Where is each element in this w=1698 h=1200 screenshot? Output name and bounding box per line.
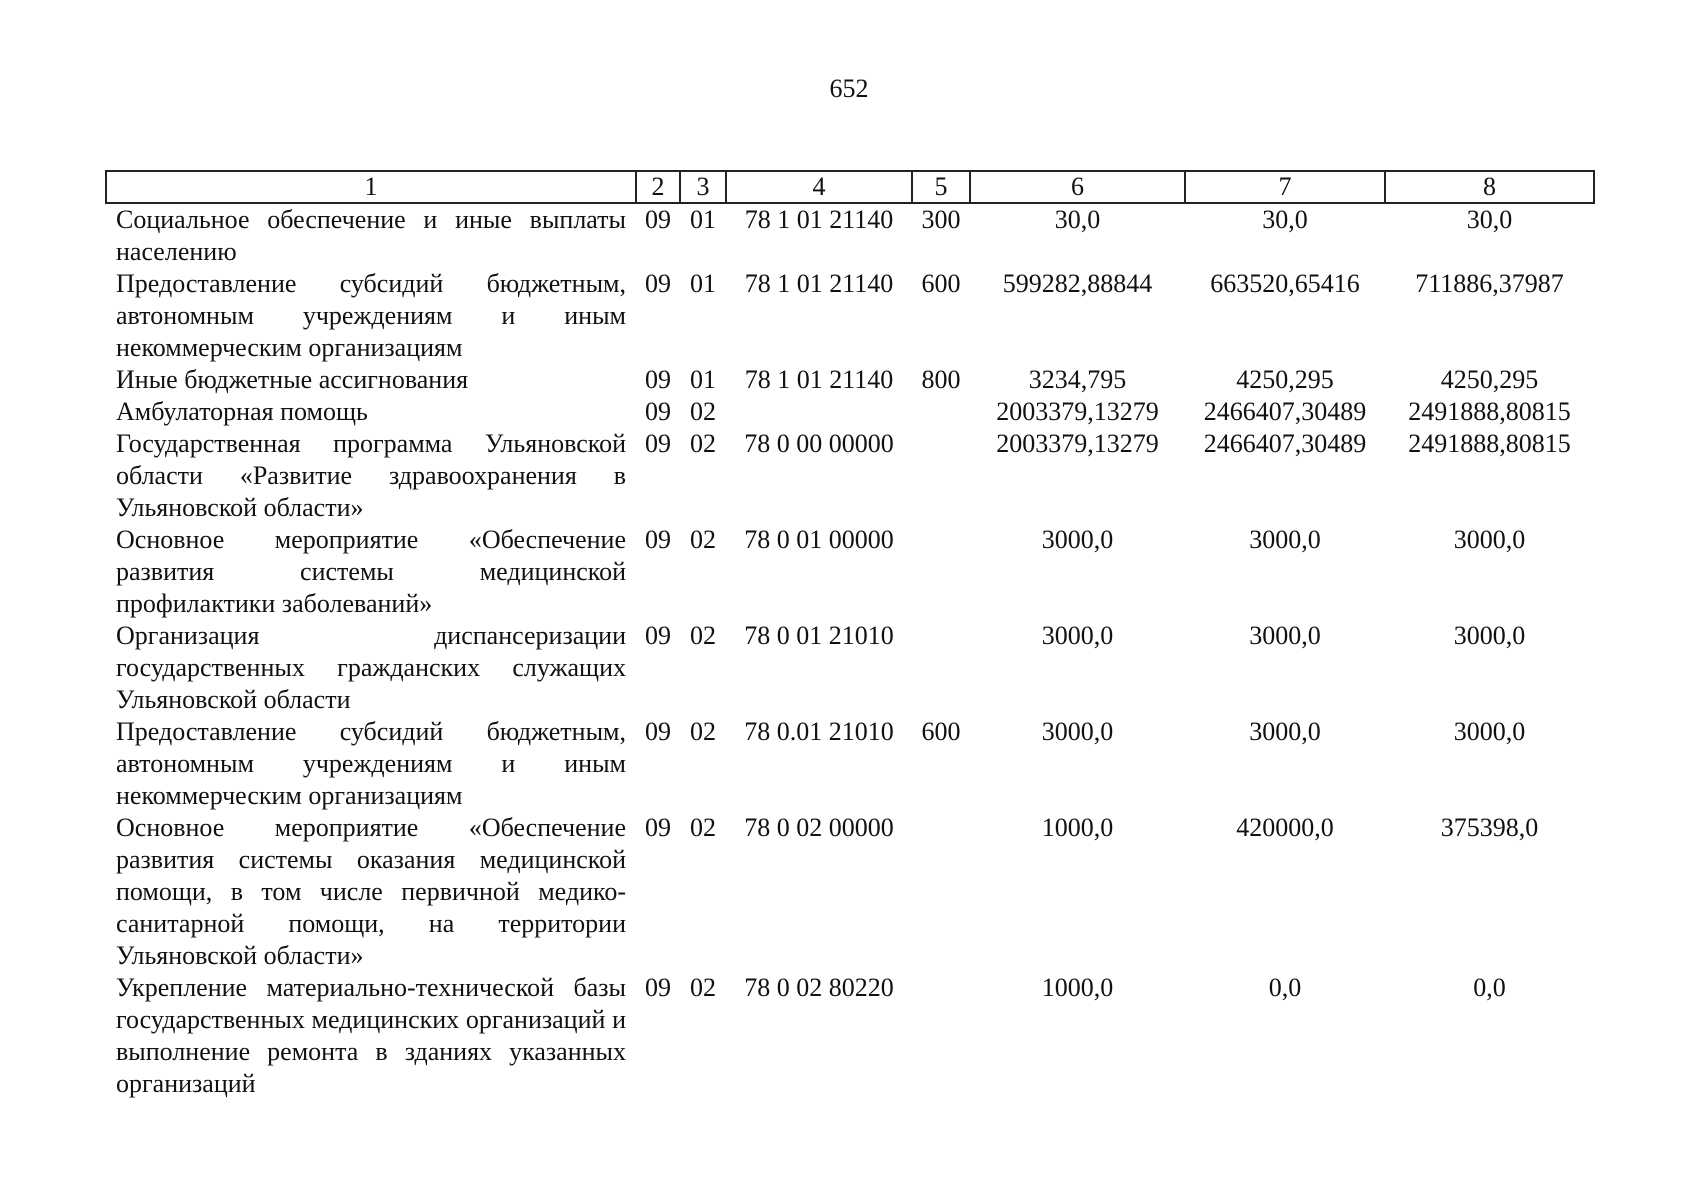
column-header-5: 5 bbox=[912, 171, 970, 203]
table-row bbox=[106, 972, 1594, 1100]
amount-col-6: 599282,88844 bbox=[1002, 269, 1153, 298]
table-row bbox=[106, 268, 1594, 364]
section-code: 09 bbox=[645, 717, 671, 746]
column-header-8: 8 bbox=[1385, 171, 1594, 203]
amount-col-8: 375398,0 bbox=[1440, 813, 1539, 842]
amount-col-7: 30,0 bbox=[1262, 205, 1308, 234]
section-code: 09 bbox=[645, 397, 671, 426]
amount-col-7: 2466407,30489 bbox=[1203, 397, 1367, 426]
column-number-header-row bbox=[106, 171, 1594, 203]
subsection-code: 02 bbox=[690, 813, 716, 842]
section-code: 09 bbox=[645, 429, 671, 458]
column-header-2: 2 bbox=[636, 171, 680, 203]
amount-col-6: 1000,0 bbox=[1041, 813, 1114, 842]
amount-col-8: 30,0 bbox=[1466, 205, 1513, 234]
target-article-code: 78 1 01 21140 bbox=[744, 269, 894, 298]
amount-col-7: 663520,65416 bbox=[1210, 269, 1360, 298]
amount-col-7: 3000,0 bbox=[1249, 525, 1321, 554]
target-article-code: 78 0 00 00000 bbox=[744, 429, 894, 458]
subsection-code: 01 bbox=[690, 205, 716, 234]
amount-col-7: 420000,0 bbox=[1236, 813, 1334, 842]
table-row bbox=[106, 364, 1594, 396]
subsection-code: 02 bbox=[690, 621, 716, 650]
amount-col-8: 3000,0 bbox=[1453, 525, 1526, 554]
amount-col-6: 1000,0 bbox=[1041, 973, 1114, 1002]
item-name: Основное мероприятие «Обеспечение развития системы медицинской профилактики заболеваний» bbox=[116, 525, 626, 618]
expense-type-code bbox=[912, 524, 970, 620]
target-article-code: 78 1 01 21140 bbox=[744, 205, 894, 234]
expense-type-code bbox=[912, 396, 970, 428]
item-name: Социальное обеспечение и иные выплаты населению bbox=[116, 205, 626, 266]
subsection-code: 02 bbox=[690, 717, 716, 746]
target-article-code: 78 1 01 21140 bbox=[744, 365, 894, 394]
amount-col-6: 2003379,13279 bbox=[996, 429, 1159, 458]
subsection-code: 01 bbox=[690, 269, 716, 298]
table-row bbox=[106, 716, 1594, 812]
section-code: 09 bbox=[645, 621, 671, 650]
column-header-7: 7 bbox=[1185, 171, 1385, 203]
section-code: 09 bbox=[645, 269, 671, 298]
budget-table bbox=[105, 170, 1595, 1100]
item-name: Основное мероприятие «Обеспечение развития системы оказания медицинской помощи, в том числе первичной медико-санитарной помощи, на территории Ульяновской области» bbox=[116, 813, 626, 970]
target-article-code: 78 0 02 80220 bbox=[744, 973, 894, 1002]
subsection-code: 02 bbox=[690, 973, 716, 1002]
item-name: Иные бюджетные ассигнования bbox=[116, 365, 469, 394]
amount-col-6: 2003379,13279 bbox=[996, 397, 1159, 426]
amount-col-6: 3000,0 bbox=[1041, 525, 1114, 554]
expense-type-code: 300 bbox=[921, 205, 961, 234]
amount-col-8: 2491888,80815 bbox=[1408, 429, 1571, 458]
target-article-code bbox=[726, 396, 912, 428]
amount-col-7: 3000,0 bbox=[1249, 717, 1321, 746]
column-header-6: 6 bbox=[970, 171, 1185, 203]
amount-col-6: 3000,0 bbox=[1041, 621, 1114, 650]
amount-col-6: 3234,795 bbox=[1028, 365, 1127, 394]
table-row bbox=[106, 812, 1594, 972]
amount-col-8: 3000,0 bbox=[1453, 621, 1526, 650]
subsection-code: 02 bbox=[690, 429, 716, 458]
expense-type-code: 600 bbox=[921, 717, 961, 746]
expense-type-code: 600 bbox=[921, 269, 961, 298]
amount-col-7: 4250,295 bbox=[1236, 365, 1334, 394]
item-name: Организация диспансеризации государственных гражданских служащих Ульяновской области bbox=[116, 621, 626, 714]
amount-col-8: 0,0 bbox=[1473, 973, 1506, 1002]
target-article-code: 78 0.01 21010 bbox=[744, 717, 894, 746]
column-header-1: 1 bbox=[106, 171, 636, 203]
amount-col-7: 0,0 bbox=[1268, 973, 1302, 1002]
target-article-code: 78 0 01 21010 bbox=[744, 621, 894, 650]
subsection-code: 02 bbox=[690, 397, 716, 426]
target-article-code: 78 0 01 00000 bbox=[744, 525, 894, 554]
item-name: Укрепление материально-технической базы государственных медицинских организаций и выполнение ремонта в зданиях указанных организаций bbox=[116, 973, 626, 1098]
expense-type-code bbox=[912, 620, 970, 716]
subsection-code: 02 bbox=[690, 525, 716, 554]
item-name: Государственная программа Ульяновской области «Развитие здравоохранения в Ульяновской области» bbox=[116, 429, 626, 522]
table-row bbox=[106, 203, 1594, 268]
target-article-code: 78 0 02 00000 bbox=[744, 813, 894, 842]
item-name: Предоставление субсидий бюджетным, автономным учреждениям и иным некоммерческим организациям bbox=[116, 269, 626, 362]
page-number: 652 bbox=[829, 74, 869, 103]
item-name: Предоставление субсидий бюджетным, автономным учреждениям и иным некоммерческим организациям bbox=[116, 717, 626, 810]
amount-col-7: 3000,0 bbox=[1249, 621, 1321, 650]
amount-col-8: 711886,37987 bbox=[1415, 269, 1564, 298]
expense-type-code bbox=[912, 972, 970, 1100]
amount-col-8: 2491888,80815 bbox=[1408, 397, 1571, 426]
column-header-4: 4 bbox=[726, 171, 912, 203]
section-code: 09 bbox=[645, 525, 671, 554]
table-row bbox=[106, 428, 1594, 524]
subsection-code: 01 bbox=[690, 365, 716, 394]
section-code: 09 bbox=[645, 365, 671, 394]
table-row bbox=[106, 620, 1594, 716]
table-row bbox=[106, 524, 1594, 620]
expense-type-code: 800 bbox=[921, 365, 961, 394]
expense-type-code bbox=[912, 428, 970, 524]
amount-col-8: 3000,0 bbox=[1453, 717, 1526, 746]
column-header-3: 3 bbox=[680, 171, 726, 203]
table-row bbox=[106, 396, 1594, 428]
expense-type-code bbox=[912, 812, 970, 972]
amount-col-6: 3000,0 bbox=[1041, 717, 1114, 746]
item-name: Амбулаторная помощь bbox=[116, 397, 368, 426]
section-code: 09 bbox=[645, 973, 671, 1002]
amount-col-7: 2466407,30489 bbox=[1203, 429, 1367, 458]
section-code: 09 bbox=[645, 205, 671, 234]
amount-col-8: 4250,295 bbox=[1440, 365, 1539, 394]
section-code: 09 bbox=[645, 813, 671, 842]
amount-col-6: 30,0 bbox=[1054, 205, 1101, 234]
